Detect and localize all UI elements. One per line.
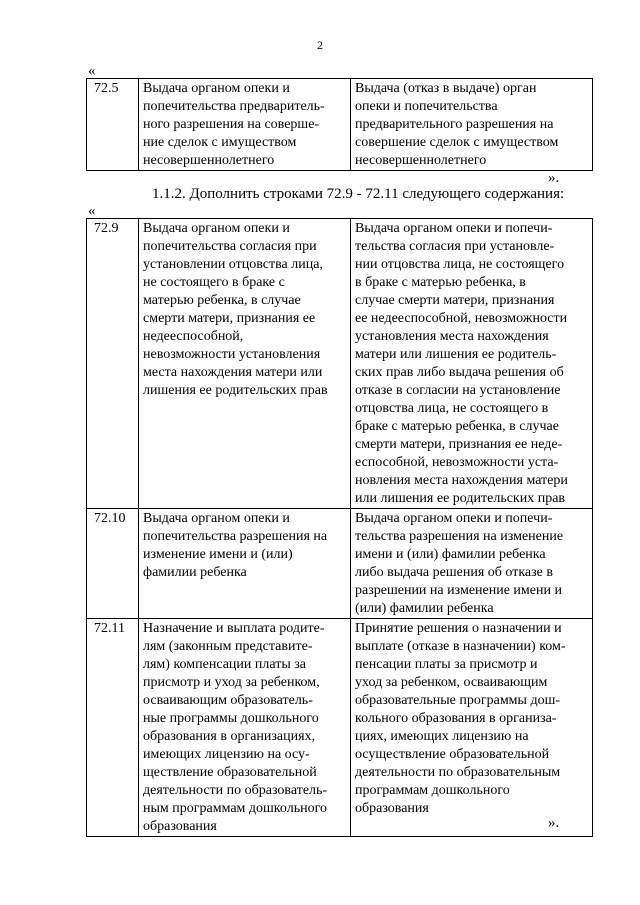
- cell-line: Выдача органом опеки и: [143, 511, 290, 526]
- close-quote-2: ».: [548, 815, 560, 831]
- cell-line: смерти матери, признания ее неде-: [355, 437, 563, 452]
- cell-line: не состоящего в браке с: [143, 275, 285, 290]
- cell-line: образовательные программы дош-: [355, 693, 561, 708]
- cell-line: попечительства разрешения на: [143, 529, 328, 544]
- cell-line: Выдача органом опеки и: [143, 81, 290, 96]
- cell-line: Назначение и выплата родите-: [143, 621, 325, 636]
- cell-line: ских прав либо выдача решения об: [355, 365, 564, 380]
- table-1: [86, 78, 593, 171]
- table-row: [87, 509, 593, 619]
- cell-line: в браке с матерью ребенка, в: [355, 275, 526, 290]
- table-2: [86, 218, 593, 837]
- cell-line: тельства согласия при установле-: [355, 239, 555, 254]
- cell-line: фамилии ребенка: [143, 565, 247, 580]
- cell-line: либо выдача решения об отказе в: [355, 565, 553, 580]
- cell-line: имени и (или) фамилии ребенка: [355, 547, 546, 562]
- cell-line: Выдача органом опеки и попечи-: [355, 221, 553, 236]
- table-row: [87, 619, 593, 837]
- cell-line: присмотр и уход за ребенком,: [143, 675, 320, 690]
- service-name-cell: [139, 79, 351, 171]
- cell-line: выплате (отказе в назначении) ком-: [355, 639, 566, 654]
- cell-line: ного разрешения на соверше-: [143, 117, 320, 132]
- cell-line: ние сделок с имуществом: [143, 135, 297, 150]
- cell-line: места нахождения матери или: [143, 365, 323, 380]
- cell-line: Выдача органом опеки и попечи-: [355, 511, 553, 526]
- service-name-cell: [139, 509, 351, 619]
- cell-line: смерти матери, признания ее: [143, 311, 316, 326]
- cell-line: ее недееспособной, невозможности: [355, 311, 568, 326]
- service-result-cell: [351, 79, 593, 171]
- cell-line: образования в организациях,: [143, 729, 316, 744]
- open-quote-1: «: [88, 63, 96, 79]
- service-name-cell: [139, 219, 351, 509]
- cell-line: уход за ребенком, осваивающим: [355, 675, 548, 690]
- cell-line: попечительства согласия при: [143, 239, 317, 254]
- cell-line: невозможности установления: [143, 347, 321, 362]
- cell-line: новления места нахождения матери: [355, 473, 568, 488]
- cell-line: матерью ребенка, в случае: [143, 293, 301, 308]
- service-result-cell: [351, 509, 593, 619]
- row-number: 72.9: [87, 219, 139, 509]
- table-row: [87, 219, 593, 509]
- cell-line: ные программы дошкольного: [143, 711, 319, 726]
- section-heading: 1.1.2. Дополнить строками 72.9 - 72.11 следующего содержания:: [152, 186, 565, 202]
- cell-line: лишения ее родительских прав: [143, 383, 328, 398]
- cell-line: тельства разрешения на изменение: [355, 529, 564, 544]
- row-number: 72.10: [87, 509, 139, 619]
- cell-line: матери или лишения ее родитель-: [355, 347, 557, 362]
- cell-line: нии отцовства лица, не состоящего: [355, 257, 565, 272]
- cell-line: образования: [355, 801, 429, 816]
- cell-line: образования: [143, 819, 217, 834]
- cell-line: Выдача (отказ в выдаче) орган: [355, 81, 537, 96]
- cell-line: или лишения ее родительских прав: [355, 491, 566, 506]
- cell-line: разрешении на изменение имени и: [355, 583, 562, 598]
- cell-line: браке с матерью ребенка, в случае: [355, 419, 559, 434]
- cell-line: совершение сделок с имуществом: [355, 135, 559, 150]
- cell-line: циях, имеющих лицензию на: [355, 729, 529, 744]
- cell-line: пенсации платы за присмотр и: [355, 657, 538, 672]
- cell-line: несовершеннолетнего: [143, 153, 275, 168]
- cell-line: установлении отцовства лица,: [143, 257, 323, 272]
- cell-line: изменение имени и (или): [143, 547, 293, 562]
- cell-line: отцовства лица, не состоящего в: [355, 401, 549, 416]
- cell-line: (или) фамилии ребенка: [355, 601, 494, 616]
- service-result-cell: [351, 219, 593, 509]
- cell-line: деятельности по образовательным: [355, 765, 561, 780]
- cell-line: лям (законным представите-: [143, 639, 313, 654]
- cell-line: кольного образования в организа-: [355, 711, 557, 726]
- cell-line: имеющих лицензию на осу-: [143, 747, 310, 762]
- cell-line: осуществление образовательной: [355, 747, 550, 762]
- open-quote-2: «: [88, 203, 96, 219]
- table-row: [87, 79, 593, 171]
- cell-line: еспособной, невозможности уста-: [355, 455, 559, 470]
- close-quote-1: ».: [548, 170, 560, 186]
- page-number: 2: [317, 38, 323, 52]
- row-number: 72.5: [87, 79, 139, 171]
- cell-line: ществление образовательной: [143, 765, 317, 780]
- service-name-cell: [139, 619, 351, 837]
- cell-line: Выдача органом опеки и: [143, 221, 290, 236]
- cell-line: лям) компенсации платы за: [143, 657, 307, 672]
- cell-line: случае смерти матери, признания: [355, 293, 555, 308]
- cell-line: несовершеннолетнего: [355, 153, 487, 168]
- cell-line: недееспособной,: [143, 329, 244, 344]
- cell-line: попечительства предваритель-: [143, 99, 325, 114]
- cell-line: опеки и попечительства: [355, 99, 498, 114]
- cell-line: программам дошкольного: [355, 783, 510, 798]
- cell-line: Принятие решения о назначении и: [355, 621, 562, 636]
- service-result-cell: [351, 619, 593, 837]
- cell-line: ным программам дошкольного: [143, 801, 327, 816]
- cell-line: отказе в согласии на установление: [355, 383, 561, 398]
- cell-line: деятельности по образователь-: [143, 783, 328, 798]
- cell-line: осваивающим образователь-: [143, 693, 313, 708]
- cell-line: предварительного разрешения на: [355, 117, 554, 132]
- row-number: 72.11: [87, 619, 139, 837]
- cell-line: установления места нахождения: [355, 329, 549, 344]
